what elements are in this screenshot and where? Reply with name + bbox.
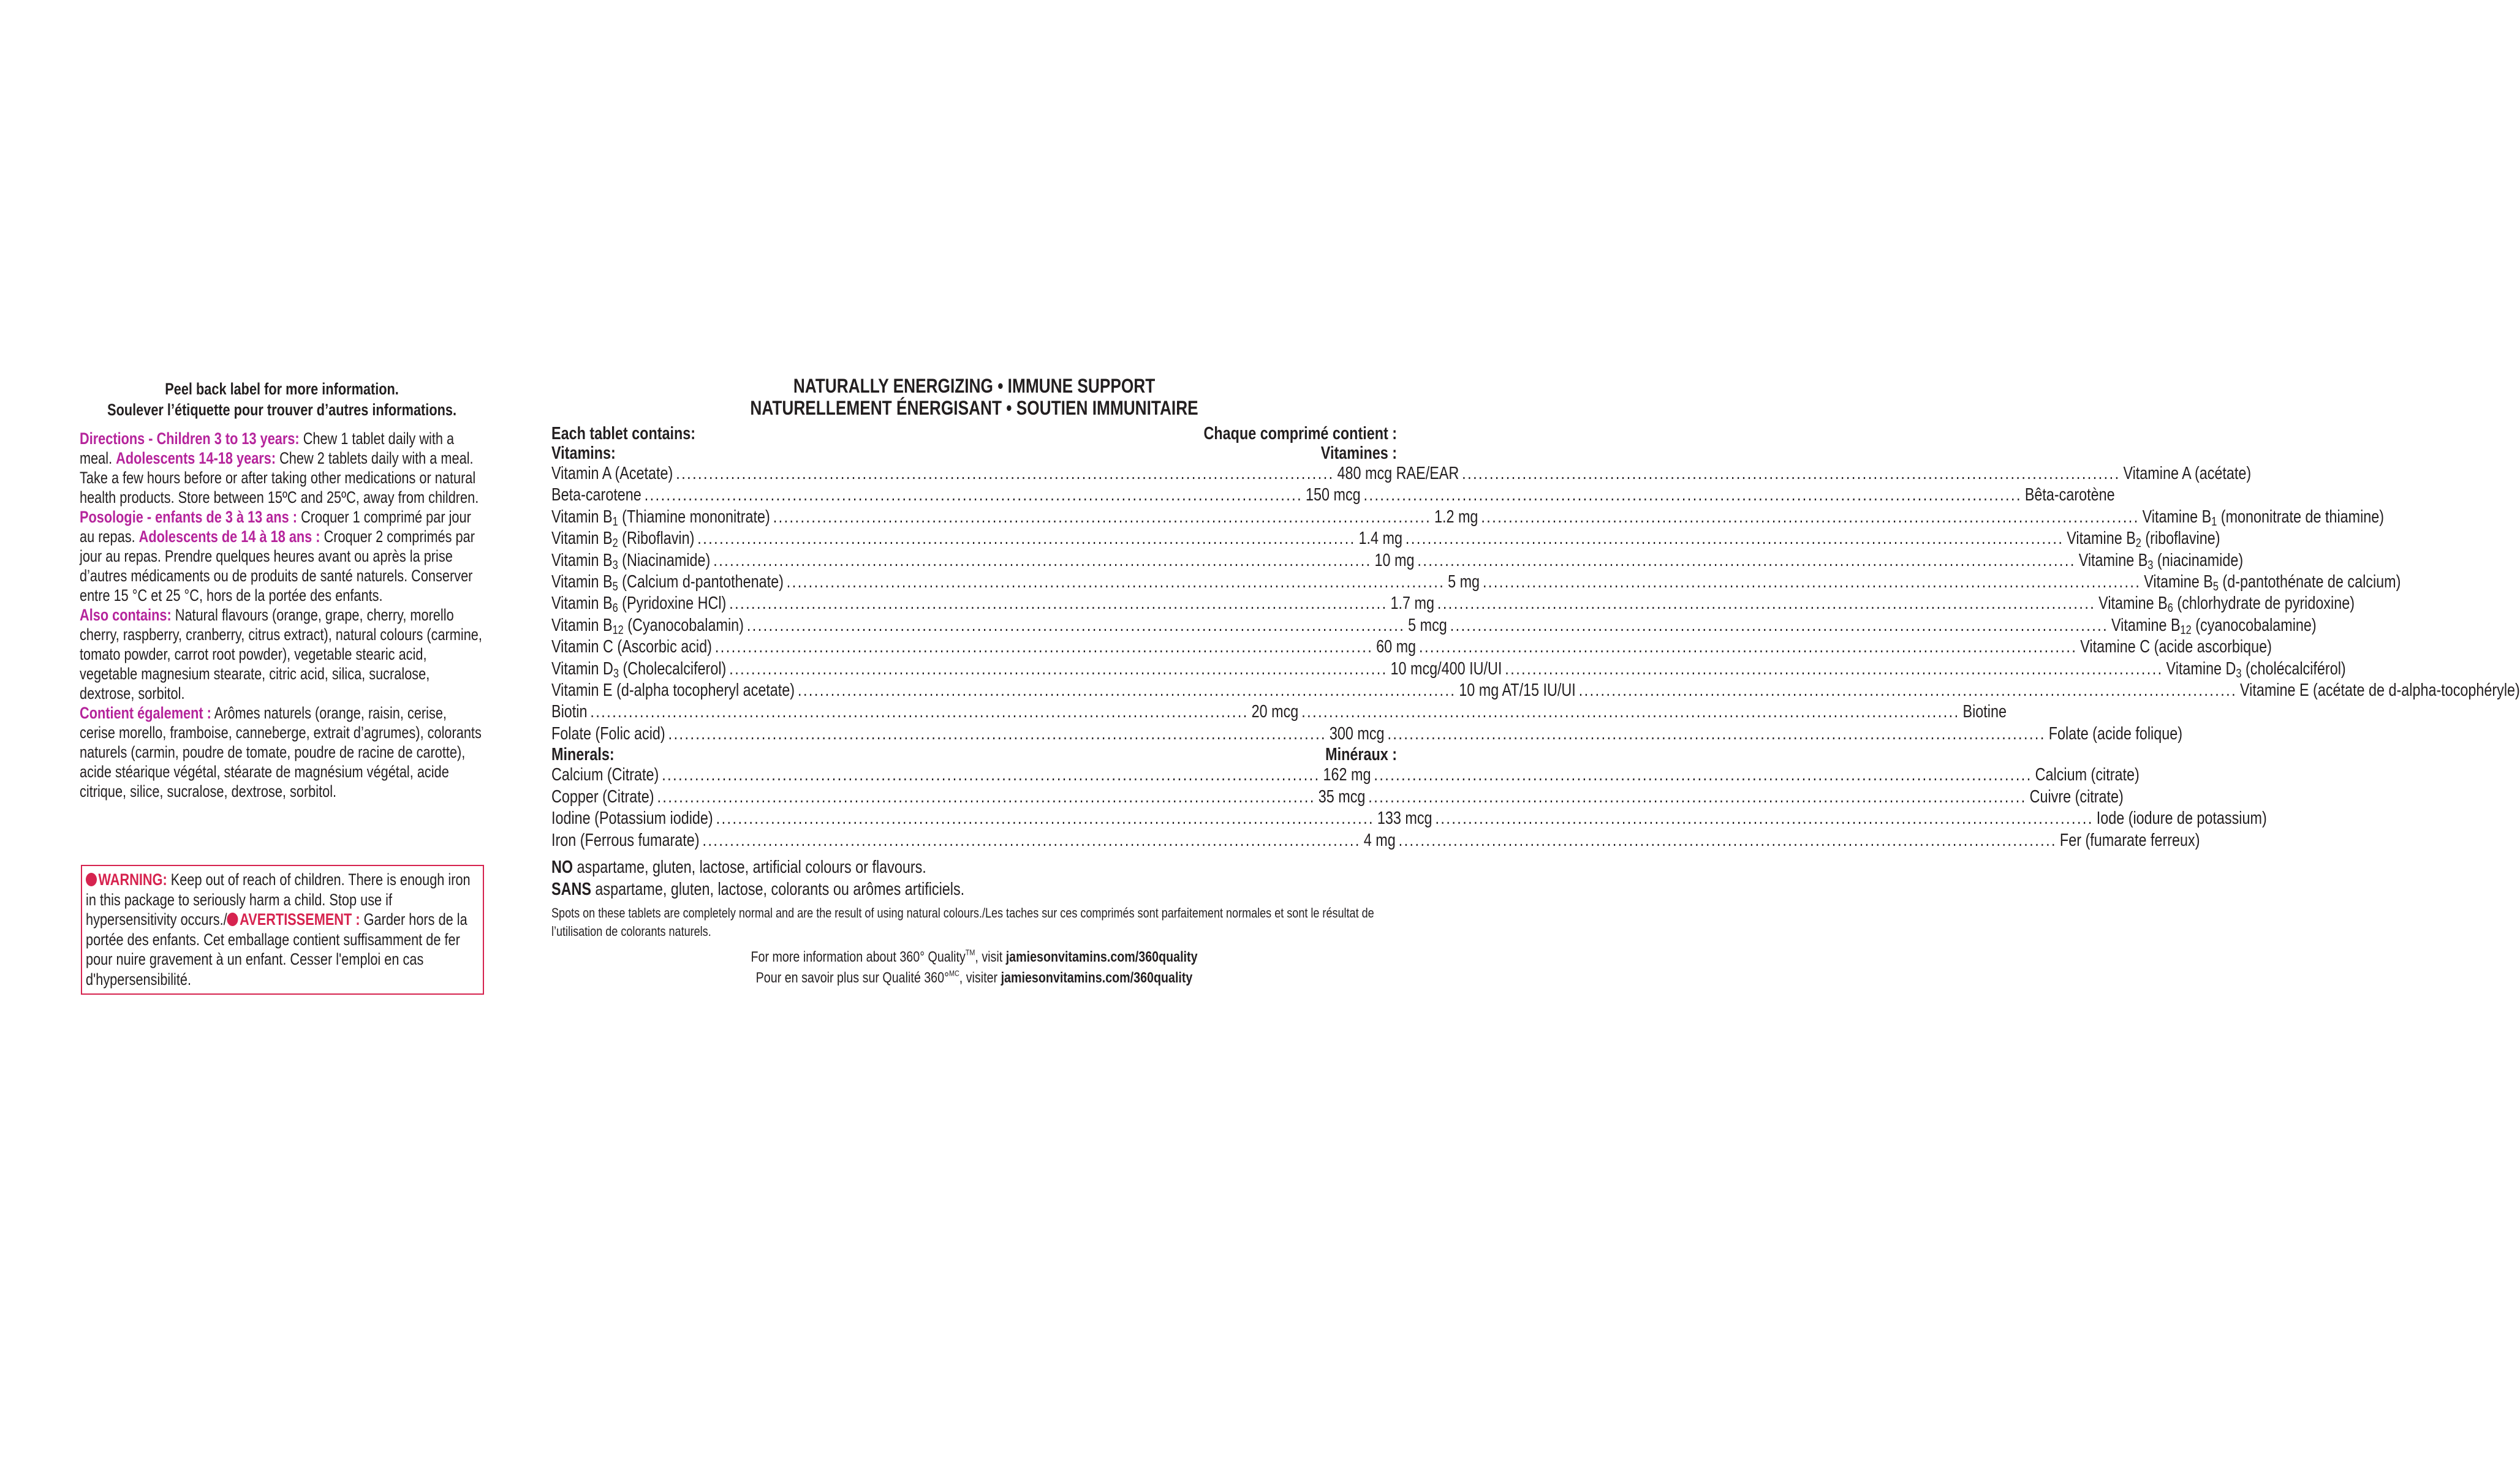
ingredient-name-en: Calcium (Citrate) (551, 765, 659, 785)
ingredient-amount: 480 mcg RAE/EAR (1337, 464, 1459, 483)
ingredient-amount: 35 mcg (1318, 786, 1366, 807)
warning-text-fr: Garder hors de la portée des enfants. Cet emballage contient suffisamment de fer pour nuire gravement à un enfant. Cesser l'emploi en cas d'hypersensibilité. (86, 910, 467, 989)
ingredient-row (551, 484, 2115, 506)
ingredient-row (551, 463, 2252, 484)
minerals-list (551, 764, 2267, 851)
ingredient-row (551, 636, 2272, 658)
more-info-en-visit: , visit (975, 948, 1006, 965)
also-contains (80, 605, 484, 703)
directions-children-text: Chew 1 tablet daily with a meal. (80, 429, 455, 467)
directions-adolescents-label: Adolescents 14-18 years: (116, 449, 276, 467)
ingredient-row (551, 615, 2317, 637)
dot-leader: ........................................................................................................................ (798, 680, 1456, 701)
directions-children-label: Directions - Children 3 to 13 years: (80, 429, 300, 448)
website-link-en[interactable]: jamiesonvitamins.com/360quality (1005, 948, 1198, 965)
nutrition-panel (551, 375, 2520, 989)
ingredient-name-en: Vitamin $D_3$ (Cholecalciferol) (551, 658, 727, 680)
warning-dot-icon-fr (227, 913, 238, 926)
ingredient-row (551, 571, 2401, 594)
minerals-en: Minerals: (551, 745, 615, 765)
vitamins-header (551, 443, 1397, 463)
dot-leader: ........................................................................................................................ (729, 658, 1388, 679)
dot-leader: ........................................................................................................................ (1368, 786, 2027, 807)
ingredient-row (551, 593, 2355, 616)
contient-label: Contient également : (80, 704, 211, 722)
ingredient-row (551, 808, 2267, 829)
ingredient-name-fr: Vitamine E (acétate de d-alpha-tocophéryle) (2239, 680, 2520, 701)
vitamins-en: Vitamins: (551, 443, 616, 463)
ingredient-row (551, 723, 2182, 745)
website-link-fr[interactable]: jamiesonvitamins.com/360quality (1001, 969, 1193, 986)
dot-leader: ........................................................................................................................ (662, 765, 1320, 785)
directions-panel (80, 379, 484, 801)
ingredient-amount: 162 mg (1323, 765, 1371, 785)
ingredient-amount: 150 mcg (1305, 485, 1361, 505)
minerals-header (551, 745, 1397, 764)
ingredient-name-en: Vitamin $B_5$ (Calcium d-pantothenate) (551, 572, 784, 594)
ingredient-amount: 10 mg (1374, 550, 1415, 570)
ingredient-row (551, 680, 2520, 701)
dot-leader: ........................................................................................................................ (1301, 702, 1960, 722)
ingredient-name-fr: Vitamine $B_1$ (mononitrate de thiamine) (2142, 507, 2385, 529)
ingredient-name-fr: Iode (iodure de potassium) (2096, 809, 2267, 829)
ingredient-row (551, 830, 2200, 851)
ingredient-amount: 10 mcg/400 IU/UI (1390, 658, 1502, 679)
posologie-adolescents-label: Adolescents de 14 à 18 ans : (138, 527, 320, 546)
ingredient-name-fr: Vitamine C (acide ascorbique) (2080, 637, 2272, 657)
ingredient-name-en: Vitamin $B_6$ (Pyridoxine HCl) (551, 594, 727, 616)
ingredient-name-en: Iodine (Potassium iodide) (551, 809, 713, 829)
sans-bold: SANS (551, 879, 591, 899)
dot-leader: ........................................................................................................................ (1462, 464, 2121, 483)
ingredient-amount: 1.4 mg (1358, 529, 1403, 549)
ingredient-row (551, 658, 2346, 680)
free-from-statements (551, 856, 1397, 900)
warning-dot-icon (86, 873, 97, 886)
ingredient-name-fr: Vitamine $D_3$ (cholécalciférol) (2166, 658, 2346, 680)
claims-en: NATURALLY ENERGIZING • IMMUNE SUPPORT (793, 375, 1156, 397)
ingredient-name-en: Vitamin $B_2$ (Riboflavin) (551, 529, 695, 551)
more-info-fr (551, 968, 1397, 989)
dot-leader: ........................................................................................................................ (1398, 830, 2057, 850)
dot-leader: ........................................................................................................................ (1374, 765, 2032, 785)
dot-leader: ........................................................................................................................ (1505, 658, 2163, 679)
more-info-fr-visit: , visiter (959, 969, 1001, 986)
ingredient-row (551, 764, 2140, 786)
also-contains-text: Natural flavours (orange, grape, cherry, morello cherry, raspberry, cranberry, citrus extract), natural colours (carmine, tomato powder, carrot root powder), vegetable stearic acid, vegetable magnesium stearate, citric acid, silica, sucralose, dextrose, sorbitol. (80, 606, 482, 703)
ingredient-name-fr: Vitamine $B_2$ (riboflavine) (2067, 529, 2220, 551)
ingredient-name-fr: Vitamine A (acétate) (2123, 464, 2252, 483)
dot-leader: ........................................................................................................................ (746, 615, 1406, 635)
each-tablet-fr: Chaque comprimé contient : (1203, 424, 1398, 443)
also-contains-label: Also contains: (80, 606, 172, 624)
ingredient-name-en: Vitamin $B_3$ (Niacinamide) (551, 550, 711, 572)
dot-leader: ........................................................................................................................ (1418, 637, 2078, 657)
ingredient-amount: 10 mg AT/15 IU/UI (1459, 680, 1576, 701)
dot-leader: ........................................................................................................................ (786, 572, 1445, 592)
ingredient-name-fr: Vitamine $B_3$ (niacinamide) (2078, 550, 2244, 572)
directions-en (80, 429, 484, 507)
warning-box (81, 865, 484, 995)
contient-text: Arômes naturels (orange, raisin, cerise, cerise morello, framboise, canneberge, extrait d’agrumes), colorants naturels (carmin, poudre de tomate, poudre de racine de carotte), acide stéarique végétal, stéarate de magnésium végétal, acide citrique, silice, sucralose, dextrose, sorbitol. (80, 704, 482, 801)
contient-egalement (80, 703, 484, 801)
ingredient-name-fr: Vitamine $B_5$ (d-pantothénate de calcium) (2144, 572, 2401, 594)
peel-back-en: Peel back label for more information. (165, 380, 399, 398)
ingredient-name-fr: Biotine (1962, 702, 2007, 722)
sans-line (551, 878, 1397, 900)
ingredient-row (551, 550, 2244, 572)
dot-leader: ........................................................................................................................ (716, 809, 1374, 829)
vitamins-fr: Vitamines : (1320, 443, 1398, 463)
ingredient-amount: 60 mg (1376, 637, 1417, 657)
ingredient-name-fr: Cuivre (citrate) (2029, 786, 2124, 807)
ingredient-amount: 20 mcg (1251, 702, 1299, 722)
each-tablet-header (551, 424, 1397, 443)
dot-leader: ........................................................................................................................ (657, 786, 1315, 807)
more-info-fr-text: Pour en savoir plus sur Qualité 360° (755, 969, 949, 986)
ingredient-name-en: Vitamin C (Ascorbic acid) (551, 637, 712, 657)
product-claims (551, 375, 1397, 419)
peel-back-notice (80, 379, 484, 420)
no-text: aspartame, gluten, lactose, artificial colours or flavours. (573, 857, 926, 877)
dot-leader: ........................................................................................................................ (1481, 507, 2140, 527)
dot-leader: ........................................................................................................................ (1417, 550, 2076, 570)
ingredient-name-en: Folate (Folic acid) (551, 723, 665, 744)
ingredient-name-en: Iron (Ferrous fumarate) (551, 830, 700, 850)
trademark-sup: TM (965, 948, 975, 957)
ingredient-amount: 1.7 mg (1390, 594, 1434, 614)
ingredient-name-fr: Vitamine $B_6$ (chlorhydrate de pyridoxine) (2098, 594, 2355, 616)
dot-leader: ........................................................................................................................ (729, 594, 1388, 614)
ingredient-name-en: Vitamin A (Acetate) (551, 464, 673, 483)
ingredient-name-fr: Bêta-carotène (2024, 485, 2115, 505)
dot-leader: ........................................................................................................................ (1435, 809, 2094, 829)
dot-leader: ........................................................................................................................ (702, 830, 1361, 850)
vitamins-list (551, 463, 2520, 745)
dot-leader: ........................................................................................................................ (1578, 680, 2238, 701)
posologie-children-label: Posologie - enfants de 3 à 13 ans : (80, 508, 298, 526)
sans-text: aspartame, gluten, lactose, colorants ou arômes artificiels. (591, 879, 965, 899)
dot-leader: ........................................................................................................................ (1405, 529, 2064, 549)
ingredient-amount: 1.2 mg (1434, 507, 1478, 527)
ingredient-row (551, 786, 2124, 808)
dot-leader: ........................................................................................................................ (713, 550, 1372, 570)
directions-adolescents-text: Chew 2 tablets daily with a meal. Take a few hours before or after taking other medications or natural health products. Store between 15ºC and 25ºC, away from children. (80, 449, 479, 507)
ingredient-row (551, 528, 2220, 551)
dot-leader: ........................................................................................................................ (697, 529, 1356, 549)
minerals-fr: Minéraux : (1325, 745, 1398, 765)
dot-leader: ........................................................................................................................ (1482, 572, 2141, 592)
no-line (551, 856, 1397, 878)
more-info-en-text: For more information about 360° Quality (751, 948, 966, 965)
dot-leader: ........................................................................................................................ (1450, 615, 2109, 635)
ingredient-name-fr: Fer (fumarate ferreux) (2059, 830, 2200, 850)
ingredient-name-fr: Vitamine $B_{12}$ (cyanocobalamine) (2111, 615, 2317, 637)
dot-leader: ........................................................................................................................ (668, 723, 1326, 744)
ingredient-amount: 5 mcg (1408, 615, 1447, 635)
peel-back-fr: Soulever l’étiquette pour trouver d’autres informations. (107, 401, 457, 419)
warning-text: Keep out of reach of children. There is enough iron in this package to seriously harm a child. Stop use if hypersensitivity occurs./ (86, 870, 471, 929)
posologie-fr (80, 507, 484, 605)
posologie-adolescents-text: Croquer 2 comprimés par jour au repas. Prendre quelques heures avant ou après la prise d’autres médicaments ou de produits de santé naturels. Conserver entre 15 °C et 25 °C, hors de la portée des enfants. (80, 527, 475, 605)
trademark-sup-fr: MC (948, 968, 959, 978)
claims-fr: NATURELLEMENT ÉNERGISANT • SOUTIEN IMMUNITAIRE (750, 397, 1198, 419)
dot-leader: ........................................................................................................................ (1363, 485, 2022, 505)
ingredient-amount: 5 mg (1448, 572, 1480, 592)
dot-leader: ........................................................................................................................ (714, 637, 1374, 657)
warning-label: WARNING: (98, 870, 167, 889)
dot-leader: ........................................................................................................................ (773, 507, 1432, 527)
ingredient-name-en: Beta-carotene (551, 485, 641, 505)
dot-leader: ........................................................................................................................ (676, 464, 1334, 483)
ingredient-name-en: Copper (Citrate) (551, 786, 654, 807)
more-info-en (551, 947, 1397, 968)
ingredient-row (551, 507, 2385, 529)
ingredient-name-en: Biotin (551, 702, 588, 722)
more-info (551, 947, 1397, 989)
ingredient-name-fr: Calcium (citrate) (2035, 765, 2140, 785)
posologie-children-text: Croquer 1 comprimé par jour au repas. (80, 508, 471, 546)
dot-leader: ........................................................................................................................ (1437, 594, 2096, 614)
ingredient-amount: 4 mg (1363, 830, 1396, 850)
ingredient-amount: 300 mcg (1329, 723, 1385, 744)
ingredient-name-en: Vitamin $B_{12}$ (Cyanocobalamin) (551, 615, 744, 637)
each-tablet-en: Each tablet contains: (551, 424, 696, 443)
ingredient-row (551, 701, 2007, 723)
dot-leader: ........................................................................................................................ (1387, 723, 2046, 744)
ingredient-name-fr: Folate (acide folique) (2048, 723, 2182, 744)
ingredient-name-en: Vitamin $B_1$ (Thiamine mononitrate) (551, 507, 770, 529)
ingredient-name-en: Vitamin E (d-alpha tocopheryl acetate) (551, 680, 795, 701)
dot-leader: ........................................................................................................................ (590, 702, 1249, 722)
dot-leader: ........................................................................................................................ (644, 485, 1303, 505)
spots-notice: Spots on these tablets are completely normal and are the result of using natural colours./Les taches sur ces comprimés sont parfaitement normales et sont le résultat de l’utilisation de colorants naturels. (551, 905, 1374, 939)
ingredient-amount: 133 mcg (1377, 809, 1432, 829)
no-bold: NO (551, 857, 573, 877)
warning-label-fr: AVERTISSEMENT : (240, 910, 360, 929)
